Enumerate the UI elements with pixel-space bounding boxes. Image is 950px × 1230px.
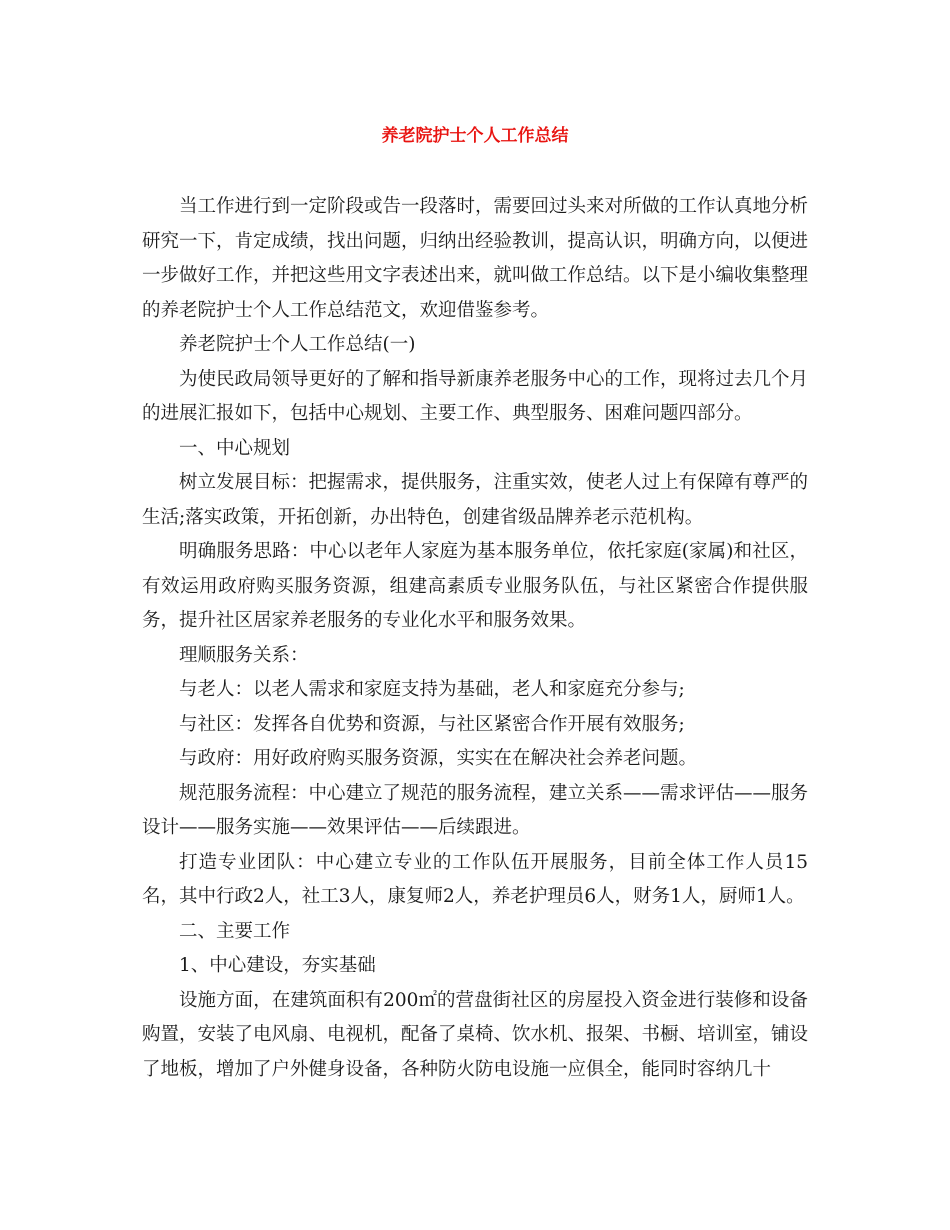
paragraph: 明确服务思路：中心以老年人家庭为基本服务单位，依托家庭(家属)和社区，有效运用政府购买服务资源，组建高素质专业服务队伍，与社区紧密合作提供服务，提升社区居家养老服务的专业化水平和服务效果。 [142,541,808,631]
document-title: 养老院护士个人工作总结 [381,126,569,146]
paragraph: 设施方面，在建筑面积有200㎡的营盘街社区的房屋投入资金进行装修和设备购置，安装了电风扇、电视机，配备了桌椅、饮水机、报架、书橱、培训室，铺设了地板，增加了户外健身设备，各种防火防电设施一应俱全，能同时容纳几十 [142,989,809,1080]
paragraph: 打造专业团队：中心建立专业的工作队伍开展服务，目前全体工作人员15名，其中行政2人，社工3人，康复师2人，养老护理员6人，财务1人，厨师1人。 [142,851,808,907]
paragraph: 与社区：发挥各自优势和资源，与社区紧密合作开展有效服务; [179,713,685,735]
paragraph: 理顺服务关系： [179,644,309,666]
paragraph-heading: 二、主要工作 [179,920,291,942]
paragraph-subheading: 1、中心建设，夯实基础 [179,955,376,976]
paragraph: 树立发展目标：把握需求，提供服务，注重实效，使老人过上有保障有尊严的生活;落实政策，开拓创新，办出特色，创建省级品牌养老示范机构。 [142,472,809,528]
document-body [142,190,808,1087]
paragraph: 规范服务流程：中心建立了规范的服务流程，建立关系——需求评估——服务设计——服务实施——效果评估——后续跟进。 [142,782,809,838]
paragraph-intro: 当工作进行到一定阶段或告一段落时，需要回过头来对所做的工作认真地分析研究一下，肯定成绩，找出问题，归纳出经验教训，提高认识，明确方向，以便进一步做好工作，并把这些用文字表述出来，就叫做工作总结。以下是小编收集整理的养老院护士个人工作总结范文，欢迎借鉴参考。 [142,196,809,321]
paragraph: 与政府：用好政府购买服务资源，实实在在解决社会养老问题。 [179,748,698,769]
paragraph-heading: 一、中心规划 [179,437,291,459]
paragraph-section-heading: 养老院护士个人工作总结(一) [179,334,416,355]
paragraph: 与老人：以老人需求和家庭支持为基础，老人和家庭充分参与; [179,679,685,700]
paragraph: 为使民政局领导更好的了解和指导新康养老服务中心的工作，现将过去几个月的进展汇报如下，包括中心规划、主要工作、典型服务、困难问题四部分。 [142,368,809,424]
